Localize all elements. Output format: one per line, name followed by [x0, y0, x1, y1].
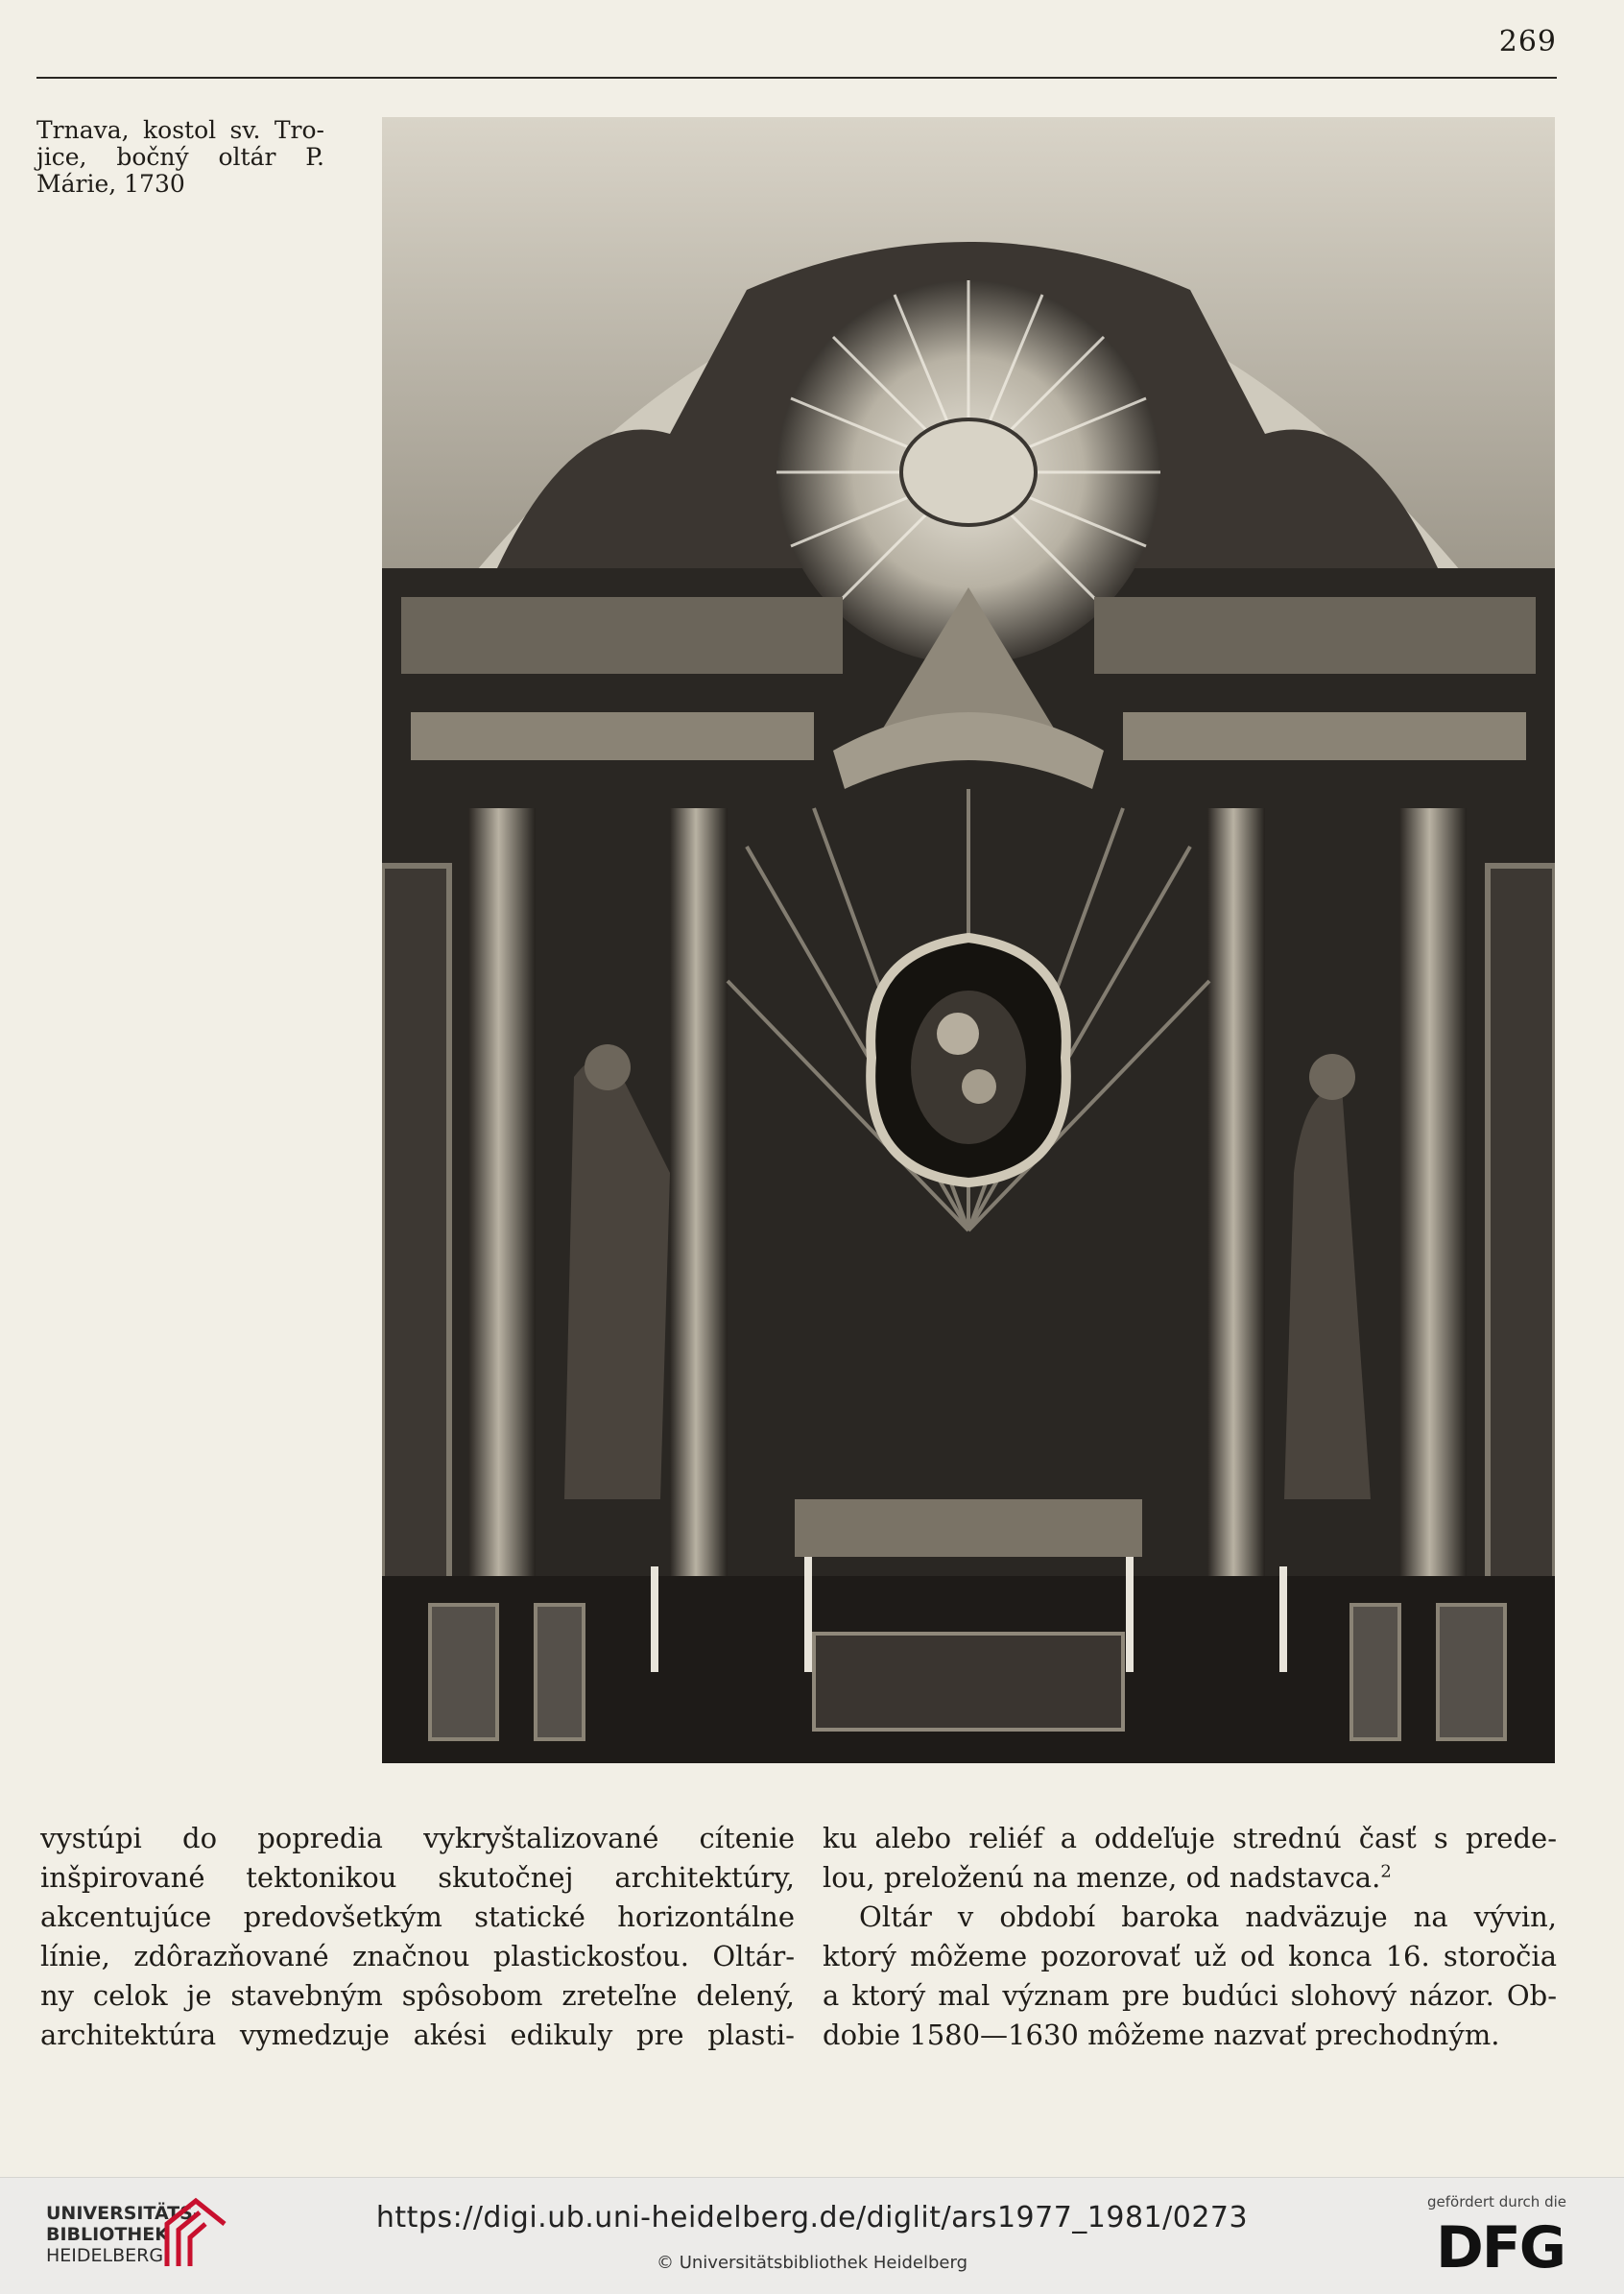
altar-photo-illustration	[382, 117, 1555, 1763]
altar-photograph	[382, 117, 1555, 1763]
text-line: ku alebo reliéf a oddeľuje strednú časť s prede-	[823, 1822, 1557, 1854]
text-line: architektúra vymedzuje akési edikuly pre plasti-	[40, 2019, 795, 2051]
dfg-logo[interactable]: DFG	[1435, 2214, 1564, 2282]
text-line: a ktorý mal význam pre budúci slohový názor. Ob-	[823, 1979, 1557, 2012]
caption-line: jice, bočný oltár P.	[36, 143, 324, 171]
library-name-line: HEIDELBERG	[46, 2245, 164, 2266]
text-line: ktorý môžeme pozorovať už od konca 16. storočia	[823, 1940, 1557, 1972]
text-line-with-footnote	[823, 1858, 1557, 1898]
caption-line: Trnava, kostol sv. Tro-	[36, 116, 324, 144]
text-line: línie, zdôrazňované značnou plastickosťou. Oltár-	[40, 1940, 795, 1972]
figure-caption	[36, 117, 324, 198]
digitization-footer	[0, 2177, 1624, 2294]
library-name-line: BIBLIOTHEK	[46, 2224, 169, 2245]
footnote-mark[interactable]: 2	[1380, 1861, 1392, 1882]
library-name-line: UNIVERSITÄTS-	[46, 2203, 201, 2224]
body-text-left-column	[40, 1819, 795, 2055]
text-line: inšpirované tektonikou skutočnej architektúry,	[40, 1861, 795, 1894]
page-number: 269	[1498, 25, 1557, 59]
text-line: dobie 1580—1630 môžeme nazvať prechodným.	[823, 2019, 1500, 2051]
text-line-body: lou, preloženú na menze, od nadstavca.	[823, 1861, 1381, 1894]
text-line: vystúpi do popredia vykryštalizované cítenie	[40, 1822, 795, 1854]
text-line: ny celok je stavebným spôsobom zreteľne delený,	[40, 1979, 795, 2012]
caption-line: Márie, 1730	[36, 170, 185, 198]
document-url-link[interactable]: https://digi.ub.uni-heidelberg.de/diglit/ars1977_1981/0273	[375, 2201, 1249, 2234]
body-text-right-column	[823, 1819, 1557, 2055]
text-line: Oltár v období baroka nadväzuje na vývin,	[859, 1900, 1557, 1933]
text-line: akcentujúce predovšetkým statické horizontálne	[40, 1900, 795, 1933]
funding-note: gefördert durch die	[1427, 2193, 1566, 2210]
header-rule	[36, 77, 1557, 79]
copyright-notice: © Universitätsbibliothek Heidelberg	[656, 2253, 967, 2273]
